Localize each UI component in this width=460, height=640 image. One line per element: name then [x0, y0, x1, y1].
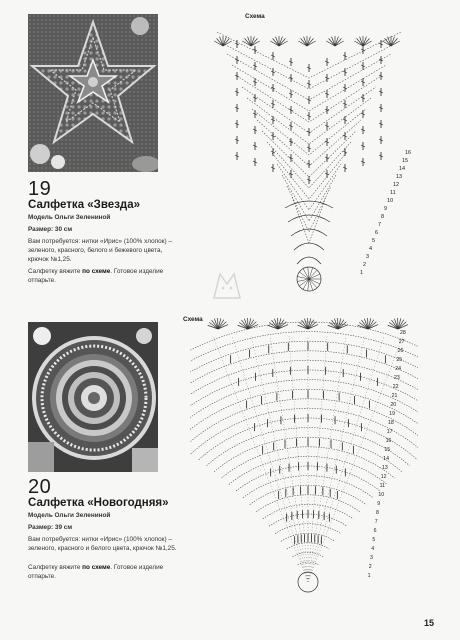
row-number: 6 — [373, 528, 377, 534]
chart-stitch — [273, 38, 279, 46]
chart-guide — [213, 336, 308, 582]
chart-shell — [294, 243, 324, 250]
row-number: 28 — [400, 330, 406, 336]
row-number: 15 — [402, 158, 409, 164]
chart-row — [190, 389, 418, 443]
chart-shell — [297, 257, 321, 264]
row-number: 2 — [363, 262, 367, 268]
row-number: 10 — [378, 492, 385, 498]
scheme-label: Схема — [245, 13, 265, 20]
chart-row — [292, 197, 326, 243]
row-number: 6 — [375, 230, 379, 236]
row-number: 5 — [372, 537, 376, 543]
row-number: 12 — [393, 182, 400, 188]
chart-stitch — [301, 38, 307, 46]
row-number: 14 — [383, 456, 389, 462]
crochet-chart-star — [205, 24, 425, 301]
row-number: 1 — [360, 270, 364, 276]
row-number: 25 — [396, 357, 403, 363]
row-number: 7 — [378, 222, 382, 228]
scheme-label: Схема — [183, 316, 203, 323]
chart-row — [275, 524, 341, 534]
chart-stitch — [309, 279, 320, 284]
item-size: Размер: 30 см — [28, 226, 73, 233]
row-number: 11 — [379, 483, 385, 489]
chart-row — [247, 98, 371, 144]
row-number: 1 — [367, 573, 371, 579]
chart-row — [277, 164, 341, 210]
chart-guide — [308, 336, 346, 582]
chart-row — [262, 131, 356, 177]
row-number: 21 — [391, 393, 398, 399]
chart-stitch — [357, 38, 363, 46]
chart-guide — [308, 336, 327, 582]
item-number: 20 — [28, 476, 52, 498]
chart-shell — [291, 229, 327, 236]
item-title: Салфетка «Звезда» — [28, 199, 141, 211]
row-number: 15 — [384, 447, 391, 453]
round-doily-photo — [28, 322, 158, 472]
chart-stitch — [363, 38, 369, 46]
row-number: 3 — [370, 555, 373, 561]
row-number: 18 — [388, 420, 394, 426]
chart-guide — [251, 336, 308, 582]
row-number: 11 — [390, 190, 396, 196]
chart-stitch — [251, 38, 257, 46]
chart-guide — [289, 336, 308, 582]
row-number: 16 — [385, 438, 392, 444]
row-number: 27 — [398, 339, 405, 345]
star-doily-photo — [28, 14, 158, 172]
row-number: 13 — [396, 174, 403, 180]
row-number: 4 — [369, 246, 373, 252]
chart-stitch — [223, 38, 229, 46]
page-number: 15 — [423, 618, 434, 628]
chart-row — [190, 322, 418, 410]
row-number: 9 — [377, 501, 381, 507]
chart-guide — [270, 336, 308, 582]
crochet-chart-round — [190, 306, 418, 603]
chart-stitch — [329, 38, 335, 46]
chart-stitch — [279, 38, 285, 46]
row-number: 8 — [376, 510, 379, 516]
row-number: 19 — [389, 411, 395, 417]
chart-guide — [308, 336, 365, 582]
chart-shell — [288, 215, 330, 222]
chart-stitch — [385, 38, 391, 46]
row-number: 23 — [394, 375, 400, 381]
chart-row — [190, 380, 418, 438]
chart-stitch — [217, 38, 223, 46]
chart-row — [242, 87, 376, 133]
item-model: Модель Ольги Зелениной — [28, 512, 111, 519]
item-number: 19 — [28, 178, 52, 200]
row-number: 10 — [387, 198, 394, 204]
item-materials: Вам потребуется: нитки «Ирис» (100% хлопок) – зеленого, красного, белого и бежевого цвета, крючок №1,25. — [28, 238, 172, 263]
row-number: 26 — [397, 348, 404, 354]
row-number: 9 — [384, 206, 388, 212]
row-number: 20 — [390, 402, 397, 408]
fox-watermark-icon — [210, 268, 244, 307]
item-title: Салфетка «Новогодняя» — [28, 497, 169, 509]
chart-row — [257, 120, 361, 166]
row-number: 16 — [405, 150, 412, 156]
item-size: Размер: 39 см — [28, 524, 73, 531]
item-instructions: Салфетку вяжите по схеме. Готовое изделие отпарьте. — [28, 268, 164, 284]
row-number: 14 — [399, 166, 406, 172]
chart-row — [190, 341, 418, 419]
row-number: 8 — [381, 214, 385, 220]
row-number: 3 — [366, 254, 370, 260]
item-instructions: Салфетку вяжите по схеме. Готовое изделие отпарьте. — [28, 564, 164, 580]
chart-stitch — [245, 38, 251, 46]
row-number: 22 — [392, 384, 399, 390]
row-number: 5 — [372, 238, 376, 244]
row-number: 24 — [395, 366, 401, 372]
row-number: 12 — [380, 474, 387, 480]
chart-row — [190, 332, 418, 415]
row-number: 7 — [374, 519, 378, 525]
item-materials: Вам потребуется: нитки «Ирис» (100% хлопок) – зеленого, красного и белого цвета, крючок №1,25. — [28, 536, 177, 552]
chart-row — [287, 186, 331, 232]
chart-stitch — [307, 38, 313, 46]
chart-stitch — [335, 38, 341, 46]
row-number: 2 — [368, 564, 372, 570]
chart-shell — [285, 201, 333, 208]
row-number: 13 — [382, 465, 388, 471]
chart-guide — [232, 336, 308, 582]
item-model: Модель Ольги Зелениной — [28, 214, 111, 221]
row-number: 4 — [371, 546, 375, 552]
chart-stitch — [309, 274, 320, 279]
row-number: 17 — [386, 429, 393, 435]
